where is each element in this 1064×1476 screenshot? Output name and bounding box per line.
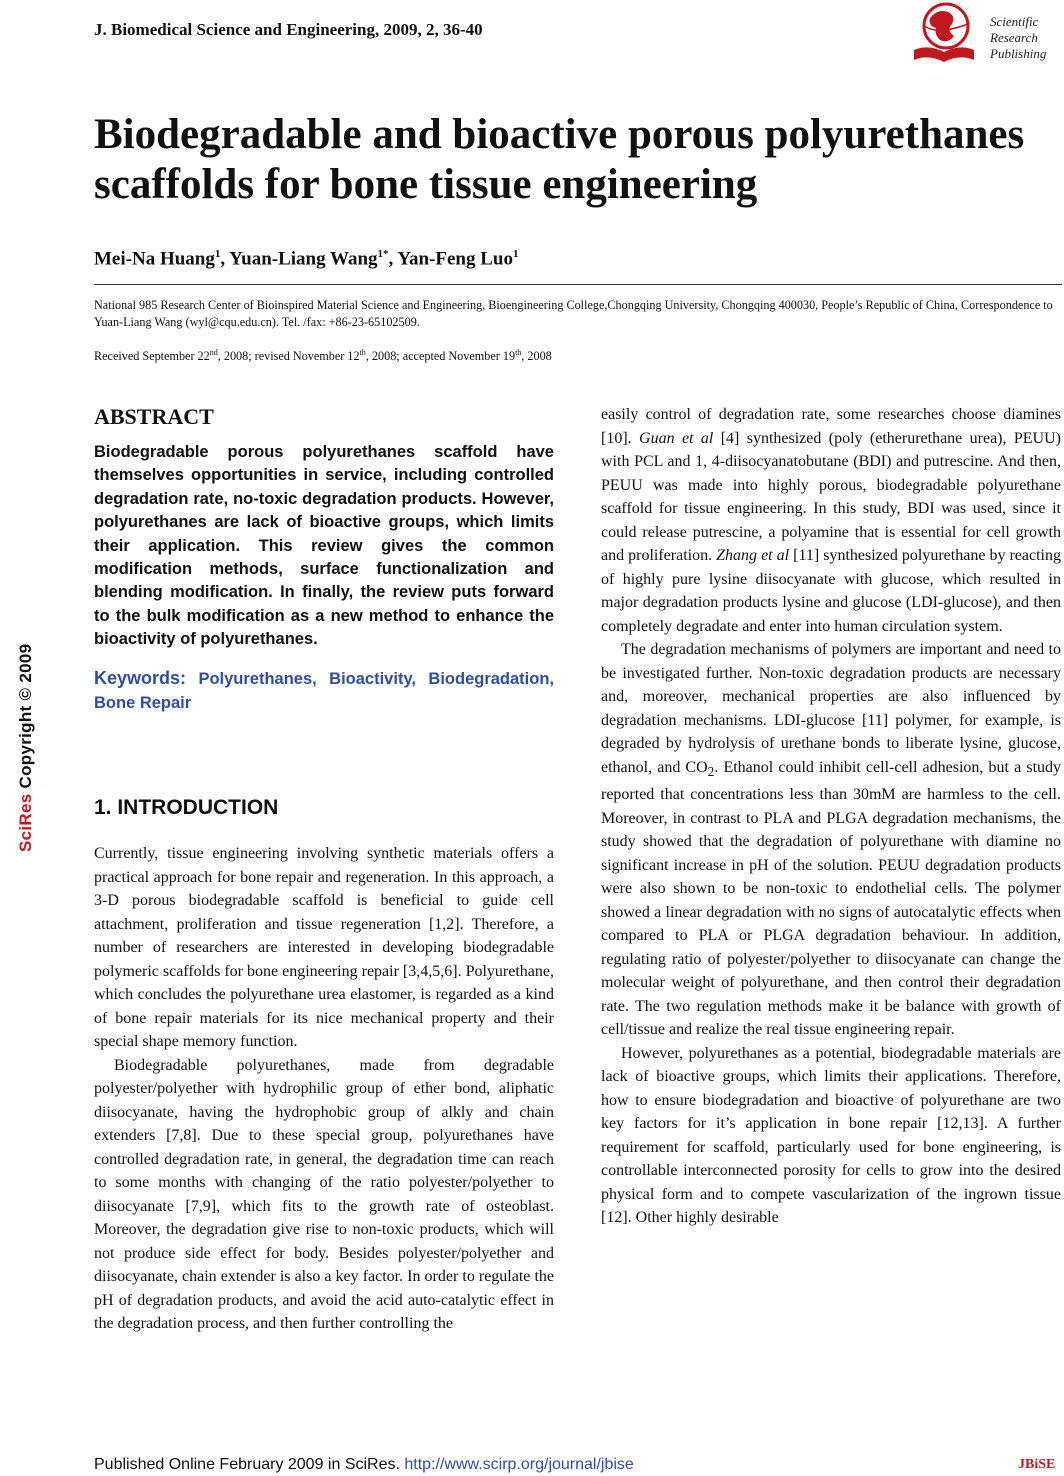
keywords-label: Keywords:: [94, 668, 187, 688]
section-heading: 1. INTRODUCTION: [94, 796, 279, 819]
accepted-text: , 2008; accepted November 19: [365, 349, 516, 364]
journal-citation: J. Biomedical Science and Engineering, 2009, 2, 36-40: [94, 20, 483, 39]
text-run: [4] synthesized (poly (etherurethane urea), PEUU) with PCL and 1, 4-diisocyanatobutane (BDI) and putrescine. And then, PEUU was made into highly porous, biodegradable polyurethane scaffold for tissue engineering. In this study, BDI was used, since it could release putrescine, a polyamine that is essential for cell growth and proliferation.: [601, 429, 1061, 564]
ordinal-suffix: th: [515, 348, 522, 357]
author-name: Yuan-Liang Wang: [229, 248, 378, 270]
ordinal-suffix: nd: [209, 348, 218, 357]
paragraph: Biodegradable polyurethanes, made from degradable polyester/polyether with hydrophilic group of ether bond, aliphatic diisocyanate, having the hydrophobic group of alkly and chain extenders [7,8]. Due to these special group, polyurethanes have controlled degradation rate, in general, the degradation time can reach to some months with changing of the ratio polyester/polyether to diisocyanate [7,9], which fits to the growth rate of osteoblast. Moreover, the degradation give rise to non-toxic products, which will not produce side effect for body. Besides polyester/polyether and diisocyanate, chain extender is also a key factor. In order to regulate the pH of degradation products, and avoid the acid auto-catalytic effect in the degradation process, and then further controlling the: [94, 1056, 554, 1332]
abstract-heading: ABSTRACT: [94, 404, 214, 429]
author-affil-mark: 1: [512, 248, 519, 260]
text-run: The degradation mechanisms of polymers are important and need to be investigated further. Non-toxic degradation products are necessary and, moreover, mechanical properties are also influenced by degradation mechanisms. LDI-glucose [11] polymer, for example, is degraded by hydrolysis of urethane bonds to liberate lysine, glucose, ethanol, and CO: [601, 641, 1061, 776]
author-separator: ,: [388, 248, 398, 270]
publisher-logo: [908, 0, 1058, 66]
author-name: Mei-Na Huang: [94, 248, 215, 270]
author-affil-mark: 1*: [377, 248, 389, 260]
ordinal-suffix: th: [359, 348, 366, 357]
paper-title: Biodegradable and bioactive porous polyurethanes scaffolds for bone tissue engineering: [94, 111, 1025, 208]
journal-link[interactable]: http://www.scirp.org/journal/jbise: [404, 1456, 634, 1473]
author-name: Yan-Feng Luo: [397, 248, 513, 270]
paragraph: [601, 403, 1061, 638]
publisher-line-3: Publishing: [990, 46, 1047, 61]
publisher-line-2: Research: [990, 30, 1038, 45]
keywords: [94, 666, 554, 715]
copyright-text: Copyright © 2009: [16, 643, 35, 794]
cited-author: Guan et al: [639, 429, 714, 447]
text-run: [11] synthesized polyurethane by reacting of highly pure lysine diisocyanate with glucose, which resulted in major degradation products lysine and glucose (LDI-glucose), and then completely degradate and enter into human circulation system.: [601, 547, 1061, 635]
footer: [94, 1456, 634, 1474]
affiliation: National 985 Research Center of Bioinspired Material Science and Engineering, Bioengineering College,Chongqing University, Chongqing 400030, People’s Republic of China, Correspondence to Yuan-Liang Wang (wyl@cqu.edu.cn). Tel. /fax: +86-23-65102509.: [94, 298, 1053, 329]
revised-text: , 2008; revised November 12: [217, 349, 360, 364]
keywords-text: Polyurethanes, Bioactivity, Biodegradation, Bone Repair: [94, 670, 554, 712]
globe-book-icon: [908, 0, 984, 66]
received-dates: [94, 348, 552, 364]
publisher-line-1: Scientific: [990, 14, 1039, 29]
footer-text: Published Online February 2009 in SciRes.: [94, 1456, 405, 1473]
text-run: easily control of degradation rate, some researches choose diamines [10].: [601, 406, 1061, 447]
sires-brand: SciRes: [16, 793, 35, 852]
abstract-text: Biodegradable porous polyurethanes scaffold have themselves opportunities in service, including controlled degradation rate, no-toxic degradation products. However, polyurethanes are lack of bioactive groups, which limits their application. This review gives the common modification methods, surface functionalization and blending modification. In finally, the review puts forward to the bulk modification as a new method to enhance the bioactivity of polyurethanes.: [94, 443, 554, 649]
author-affil-mark: 1: [214, 248, 221, 260]
year-text: , 2008: [521, 349, 552, 364]
paragraph: [601, 638, 1061, 1042]
header-divider: [94, 284, 1062, 285]
right-column-body: [601, 403, 1061, 1230]
paragraph: However, polyurethanes as a potential, biodegradable materials are lack of bioactive groups, which limits their applications. Therefore, how to ensure biodegradation and bioactive of polyurethane are two key factors for it’s application in bone repair [12,13]. A further requirement for scaffold, particularly used for bone engineering, is controllable interconnected porosity for cells to grow into the desired physical form and to compete vascularization of the ingrown tissue [12]. Other highly desirable: [601, 1044, 1061, 1227]
left-column-body: [94, 842, 554, 1336]
journal-abbrev: JBiSE: [1018, 1457, 1056, 1472]
author-separator: ,: [220, 248, 230, 270]
author-list: [94, 248, 518, 270]
received-text: Received September 22: [94, 349, 210, 364]
text-run: . Ethanol could inhibit cell-cell adhesion, but a study reported that concentrations less than 30mM are harmless to the cell. Moreover, in contrast to PLA and PLGA degradation mechanisms, the study showed that the degradation of polyurethane with diamine no significant increase in pH of the solution. PEUU degradation products were also shown to be non-toxic to endothelial cells. The polymer showed a linear degradation with no signs of autocatalytic effects when compared to PLA or PLGA degradation behaviour. In addition, regulating ratio of polyester/polyether to diisocyanate can change the molecular weight of polyurethane, and then control their degradation rate. The two regulation methods make it be balance with growth of cell/tissue and realize the real tissue engineering repair.: [601, 758, 1062, 1039]
cited-author: Zhang et al: [716, 547, 790, 564]
side-copyright: [16, 644, 36, 852]
paragraph: Currently, tissue engineering involving synthetic materials offers a practical approach for bone repair and regeneration. In this approach, a 3-D porous biodegradable scaffold is beneficial to guide cell attachment, proliferation and tissue regeneration [1,2]. Therefore, a number of researchers are interested in developing biodegradable polymeric scaffolds for bone engineering repair [3,4,5,6]. Polyurethane, which concludes the polyurethane urea elastomer, is regarded as a kind of bone repair materials for its nice mechanical property and their special shape memory function.: [94, 845, 554, 1050]
subscript: 2: [707, 763, 715, 779]
